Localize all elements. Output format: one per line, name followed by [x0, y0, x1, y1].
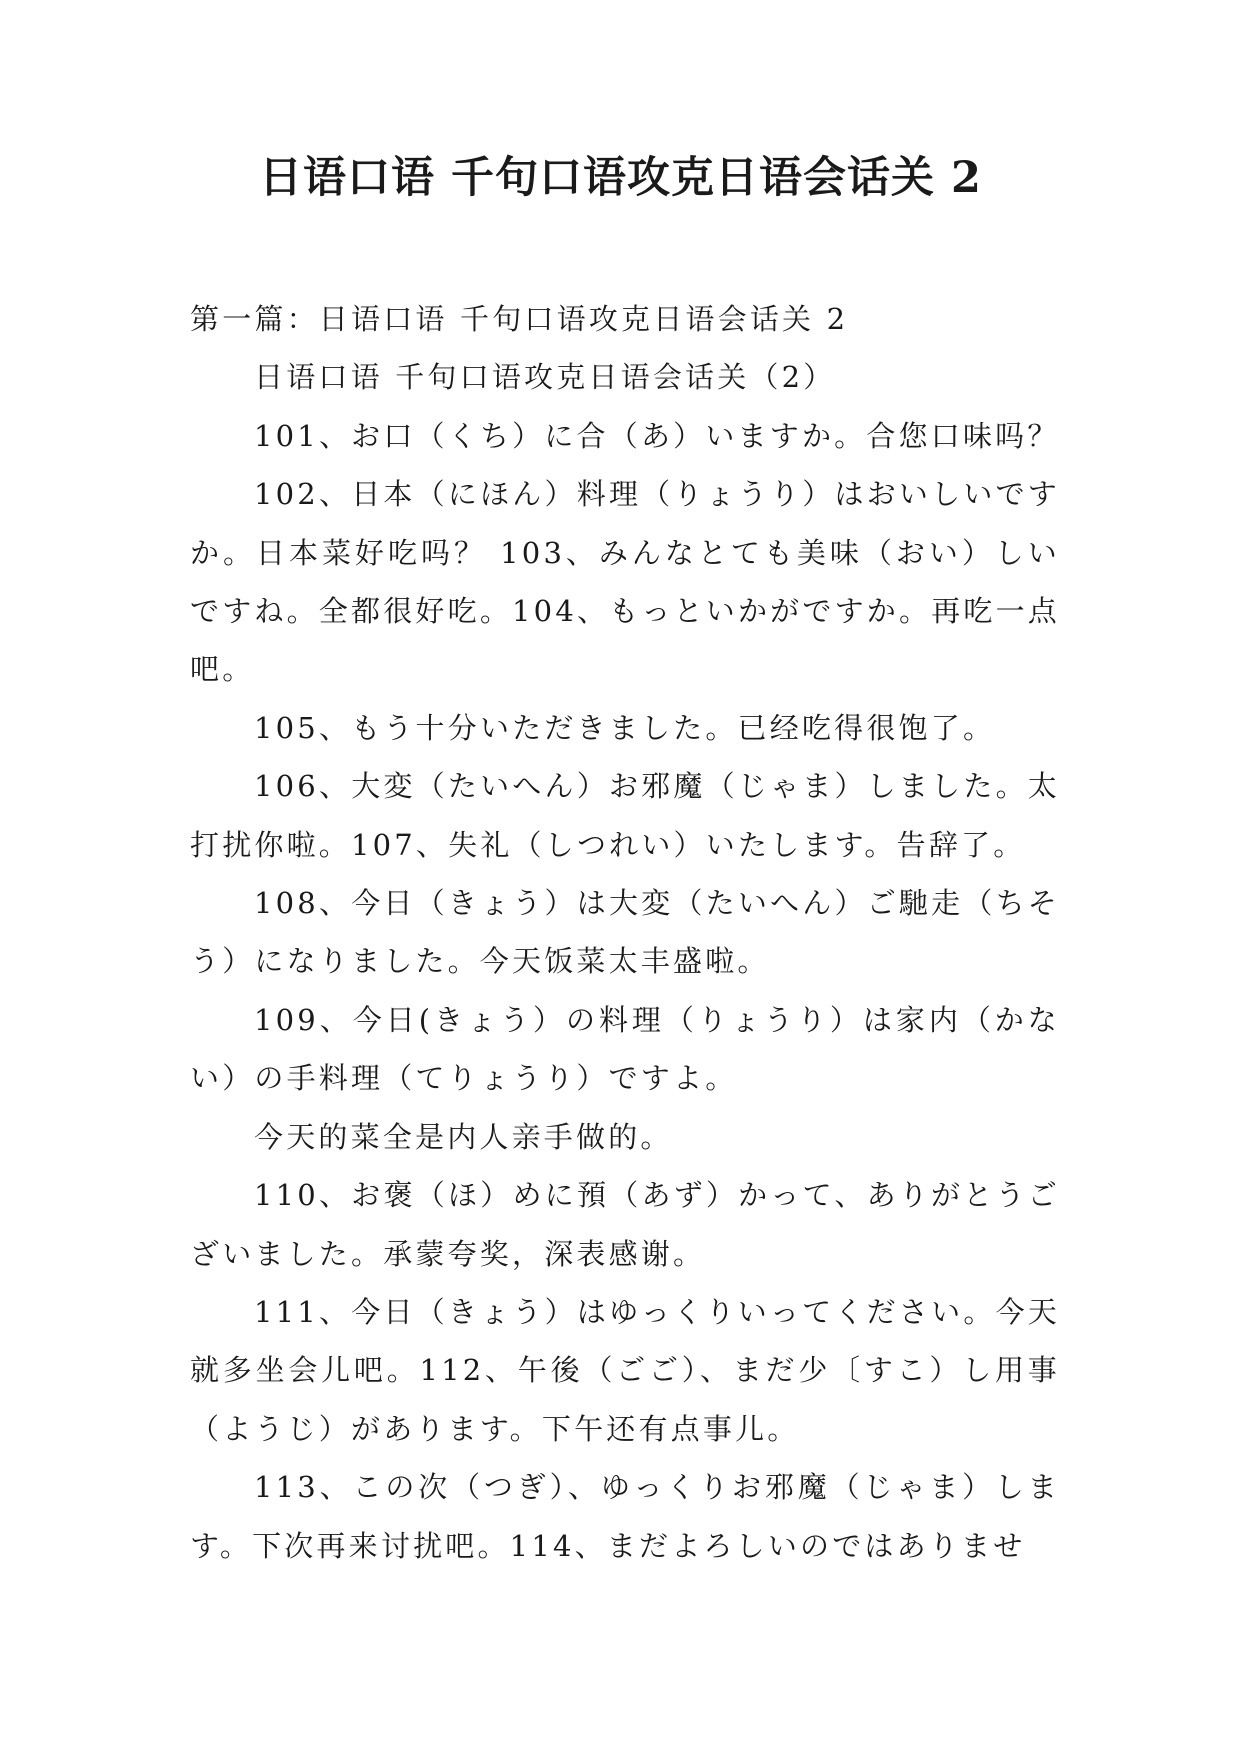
paragraph: 今天的菜全是内人亲手做的。 — [254, 1119, 673, 1154]
document-title: 日语口语 千句口语攻克日语会话关 2 — [259, 153, 982, 203]
paragraph: 111、今日（きょう）はゆっくりいってください。今天就多坐会儿吧。112、午後（ごご）、まだ少〔すこ）し用事（ようじ）があります。下午还有点事儿。 — [190, 1294, 1060, 1446]
paragraph: 102、日本（にほん）料理（りょうり）はおいしいですか。日本菜好吃吗？ 103、みんなとても美味（おい）しいですね。全都很好吃。104、もっといかがですか。再吃一点吧。 — [190, 477, 1060, 687]
document-body — [190, 290, 1060, 1575]
paragraph: 110、お褒（ほ）めに預（あず）かって、ありがとうございました。承蒙夸奖，深表感谢。 — [190, 1178, 1060, 1271]
paragraph: 第一篇：日语口语 千句口语攻克日语会话关 2 — [190, 302, 849, 336]
paragraph: 109、今日(きょう）の料理（りょうり）は家内（かない）の手料理（てりょうり）ですよ。 — [190, 1002, 1060, 1096]
paragraph: 113、この次（つぎ）、ゆっくりお邪魔（じゃま）します。下次再来讨扰吧。114、まだよろしいのではありませ — [190, 1470, 1060, 1563]
paragraph: 105、もう十分いただきました。已经吃得很饱了。 — [254, 710, 996, 745]
paragraph: 101、お口（くち）に合（あ）いますか。合您口味吗？ — [254, 418, 1060, 453]
paragraph: 106、大変（たいへん）お邪魔（じゃま）しました。太打扰你啦。107、失礼（しつれい）いたします。告辞了。 — [190, 769, 1060, 862]
paragraph: 108、今日（きょう）は大変（たいへん）ご馳走（ちそう）になりました。今天饭菜太丰盛啦。 — [190, 886, 1060, 979]
paragraph: 日语口语 千句口语攻克日语会话关（2） — [254, 360, 836, 395]
